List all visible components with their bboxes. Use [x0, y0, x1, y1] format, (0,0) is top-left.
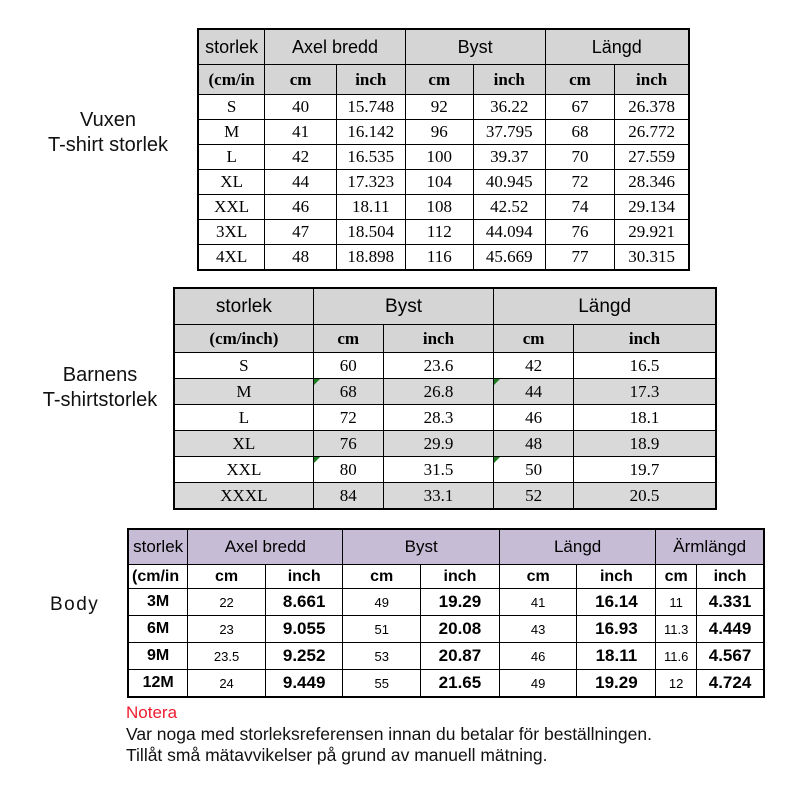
measure-cell: 42	[265, 145, 337, 170]
size-cell: M	[198, 120, 265, 145]
column-group-header: Längd	[494, 288, 716, 325]
table-row	[174, 379, 716, 405]
column-group-header: Axel bredd	[265, 29, 405, 65]
size-cell: XXXL	[174, 483, 313, 510]
measure-cell: 72	[313, 405, 383, 431]
measure-cell: 4.449	[697, 616, 764, 643]
column-group-header: Längd	[545, 29, 689, 65]
unit-header: inch	[421, 565, 500, 589]
measure-cell: 48	[265, 245, 337, 271]
table-row	[174, 431, 716, 457]
measure-cell: 40	[265, 95, 337, 120]
measure-cell: 9.055	[265, 616, 343, 643]
measure-cell: 112	[405, 220, 473, 245]
unit-header: cm	[265, 65, 337, 95]
measure-cell: 44.094	[473, 220, 545, 245]
measure-cell: 74	[545, 195, 615, 220]
measure-cell: 11	[656, 589, 697, 616]
measure-cell: 28.3	[383, 405, 494, 431]
column-group-header: Ärmlängd	[656, 529, 764, 565]
note-line-2: Tillåt små mätavvikelser på grund av manuell mätning.	[126, 745, 548, 765]
measure-cell: 18.504	[336, 220, 405, 245]
table-row	[128, 589, 764, 616]
unit-label-header: (cm/in	[198, 65, 265, 95]
unit-label-header: (cm/inch)	[174, 325, 313, 353]
unit-header: cm	[343, 565, 421, 589]
measure-cell: 28.346	[615, 170, 689, 195]
table-row	[174, 457, 716, 483]
measure-cell: 37.795	[473, 120, 545, 145]
size-cell: 4XL	[198, 245, 265, 271]
measure-cell: 68	[313, 379, 383, 405]
unit-header: cm	[656, 565, 697, 589]
measure-cell: 46	[499, 643, 577, 670]
measure-cell: 18.11	[336, 195, 405, 220]
size-cell: M	[174, 379, 313, 405]
size-cell: L	[198, 145, 265, 170]
measure-cell: 16.535	[336, 145, 405, 170]
measure-cell: 67	[545, 95, 615, 120]
measure-cell: 21.65	[421, 670, 500, 698]
size-cell: S	[174, 353, 313, 379]
table-row	[198, 170, 689, 195]
measure-cell: 24	[188, 670, 266, 698]
measure-cell: 33.1	[383, 483, 494, 510]
measure-cell: 52	[494, 483, 574, 510]
column-group-header: storlek	[128, 529, 188, 565]
label-body: Body	[50, 594, 100, 615]
measure-cell: 20.08	[421, 616, 500, 643]
measure-cell: 8.661	[265, 589, 343, 616]
measure-cell: 29.9	[383, 431, 494, 457]
measure-cell: 40.945	[473, 170, 545, 195]
measure-cell: 104	[405, 170, 473, 195]
unit-header: cm	[499, 565, 577, 589]
measure-cell: 4.724	[697, 670, 764, 698]
size-cell: L	[174, 405, 313, 431]
label-adult-line2: T-shirt storlek	[47, 134, 169, 156]
measure-cell: 11.6	[656, 643, 697, 670]
note-line-1: Var noga med storleksreferensen innan du betalar för beställningen.	[126, 724, 652, 744]
kids-tshirt-size-table	[173, 287, 717, 510]
measure-cell: 16.14	[577, 589, 656, 616]
table-row	[128, 670, 764, 698]
table-row	[174, 405, 716, 431]
measure-cell: 53	[343, 643, 421, 670]
body-size-table	[127, 528, 765, 698]
measure-cell: 41	[265, 120, 337, 145]
note-block	[126, 702, 774, 766]
unit-header: inch	[697, 565, 764, 589]
column-group-header: Längd	[499, 529, 655, 565]
measure-cell: 16.142	[336, 120, 405, 145]
measure-cell: 18.9	[573, 431, 716, 457]
size-cell: XXL	[198, 195, 265, 220]
measure-cell: 19.29	[577, 670, 656, 698]
label-kids-line2: T-shirtstorlek	[42, 389, 158, 411]
table-row	[174, 483, 716, 510]
unit-header: inch	[573, 325, 716, 353]
measure-cell: 9.449	[265, 670, 343, 698]
measure-cell: 84	[313, 483, 383, 510]
measure-cell: 92	[405, 95, 473, 120]
adult-tshirt-size-table	[197, 28, 690, 271]
measure-cell: 18.898	[336, 245, 405, 271]
unit-header: inch	[473, 65, 545, 95]
table-row	[198, 120, 689, 145]
column-group-header: Axel bredd	[188, 529, 343, 565]
measure-cell: 22	[188, 589, 266, 616]
size-cell: S	[198, 95, 265, 120]
size-cell: XXL	[174, 457, 313, 483]
measure-cell: 51	[343, 616, 421, 643]
measure-cell: 18.1	[573, 405, 716, 431]
table-row	[174, 353, 716, 379]
unit-header: inch	[336, 65, 405, 95]
measure-cell: 70	[545, 145, 615, 170]
measure-cell: 26.378	[615, 95, 689, 120]
measure-cell: 23.6	[383, 353, 494, 379]
measure-cell: 20.5	[573, 483, 716, 510]
unit-label-header: (cm/in	[128, 565, 188, 589]
measure-cell: 42	[494, 353, 574, 379]
measure-cell: 9.252	[265, 643, 343, 670]
label-kids-tshirt	[8, 363, 192, 413]
measure-cell: 15.748	[336, 95, 405, 120]
measure-cell: 26.8	[383, 379, 494, 405]
measure-cell: 23.5	[188, 643, 266, 670]
measure-cell: 48	[494, 431, 574, 457]
size-cell: 12M	[128, 670, 188, 698]
table-row	[198, 245, 689, 271]
note-title: Notera	[126, 703, 178, 722]
measure-cell: 30.315	[615, 245, 689, 271]
unit-header: cm	[494, 325, 574, 353]
measure-cell: 76	[313, 431, 383, 457]
column-group-header: storlek	[198, 29, 265, 65]
measure-cell: 17.323	[336, 170, 405, 195]
size-cell: 3M	[128, 589, 188, 616]
table-row	[198, 220, 689, 245]
measure-cell: 29.921	[615, 220, 689, 245]
measure-cell: 55	[343, 670, 421, 698]
measure-cell: 49	[499, 670, 577, 698]
measure-cell: 49	[343, 589, 421, 616]
label-adult-tshirt	[18, 108, 198, 158]
measure-cell: 39.37	[473, 145, 545, 170]
measure-cell: 80	[313, 457, 383, 483]
table-row	[128, 616, 764, 643]
measure-cell: 47	[265, 220, 337, 245]
table-row	[198, 145, 689, 170]
unit-header: inch	[383, 325, 494, 353]
measure-cell: 12	[656, 670, 697, 698]
measure-cell: 46	[265, 195, 337, 220]
measure-cell: 44	[494, 379, 574, 405]
measure-cell: 76	[545, 220, 615, 245]
measure-cell: 46	[494, 405, 574, 431]
measure-cell: 23	[188, 616, 266, 643]
measure-cell: 19.7	[573, 457, 716, 483]
measure-cell: 116	[405, 245, 473, 271]
size-cell: 6M	[128, 616, 188, 643]
measure-cell: 96	[405, 120, 473, 145]
measure-cell: 19.29	[421, 589, 500, 616]
size-cell: 3XL	[198, 220, 265, 245]
table-row	[128, 643, 764, 670]
size-cell: XL	[198, 170, 265, 195]
measure-cell: 16.93	[577, 616, 656, 643]
measure-cell: 16.5	[573, 353, 716, 379]
measure-cell: 43	[499, 616, 577, 643]
unit-header: cm	[188, 565, 266, 589]
measure-cell: 18.11	[577, 643, 656, 670]
measure-cell: 41	[499, 589, 577, 616]
table-row	[198, 195, 689, 220]
unit-header: cm	[405, 65, 473, 95]
column-group-header: Byst	[313, 288, 493, 325]
measure-cell: 68	[545, 120, 615, 145]
unit-header: inch	[615, 65, 689, 95]
measure-cell: 108	[405, 195, 473, 220]
measure-cell: 50	[494, 457, 574, 483]
unit-header: inch	[577, 565, 656, 589]
label-adult-line1: Vuxen	[80, 109, 136, 131]
measure-cell: 27.559	[615, 145, 689, 170]
measure-cell: 4.331	[697, 589, 764, 616]
measure-cell: 44	[265, 170, 337, 195]
unit-header: inch	[265, 565, 343, 589]
measure-cell: 11.3	[656, 616, 697, 643]
measure-cell: 29.134	[615, 195, 689, 220]
measure-cell: 20.87	[421, 643, 500, 670]
unit-header: cm	[313, 325, 383, 353]
measure-cell: 45.669	[473, 245, 545, 271]
column-group-header: Byst	[405, 29, 545, 65]
measure-cell: 60	[313, 353, 383, 379]
size-cell: XL	[174, 431, 313, 457]
measure-cell: 77	[545, 245, 615, 271]
measure-cell: 17.3	[573, 379, 716, 405]
measure-cell: 36.22	[473, 95, 545, 120]
column-group-header: Byst	[343, 529, 499, 565]
measure-cell: 100	[405, 145, 473, 170]
measure-cell: 72	[545, 170, 615, 195]
table-row	[198, 95, 689, 120]
size-cell: 9M	[128, 643, 188, 670]
column-group-header: storlek	[174, 288, 313, 325]
unit-header: cm	[545, 65, 615, 95]
measure-cell: 4.567	[697, 643, 764, 670]
measure-cell: 42.52	[473, 195, 545, 220]
measure-cell: 26.772	[615, 120, 689, 145]
label-kids-line1: Barnens	[62, 364, 138, 386]
measure-cell: 31.5	[383, 457, 494, 483]
